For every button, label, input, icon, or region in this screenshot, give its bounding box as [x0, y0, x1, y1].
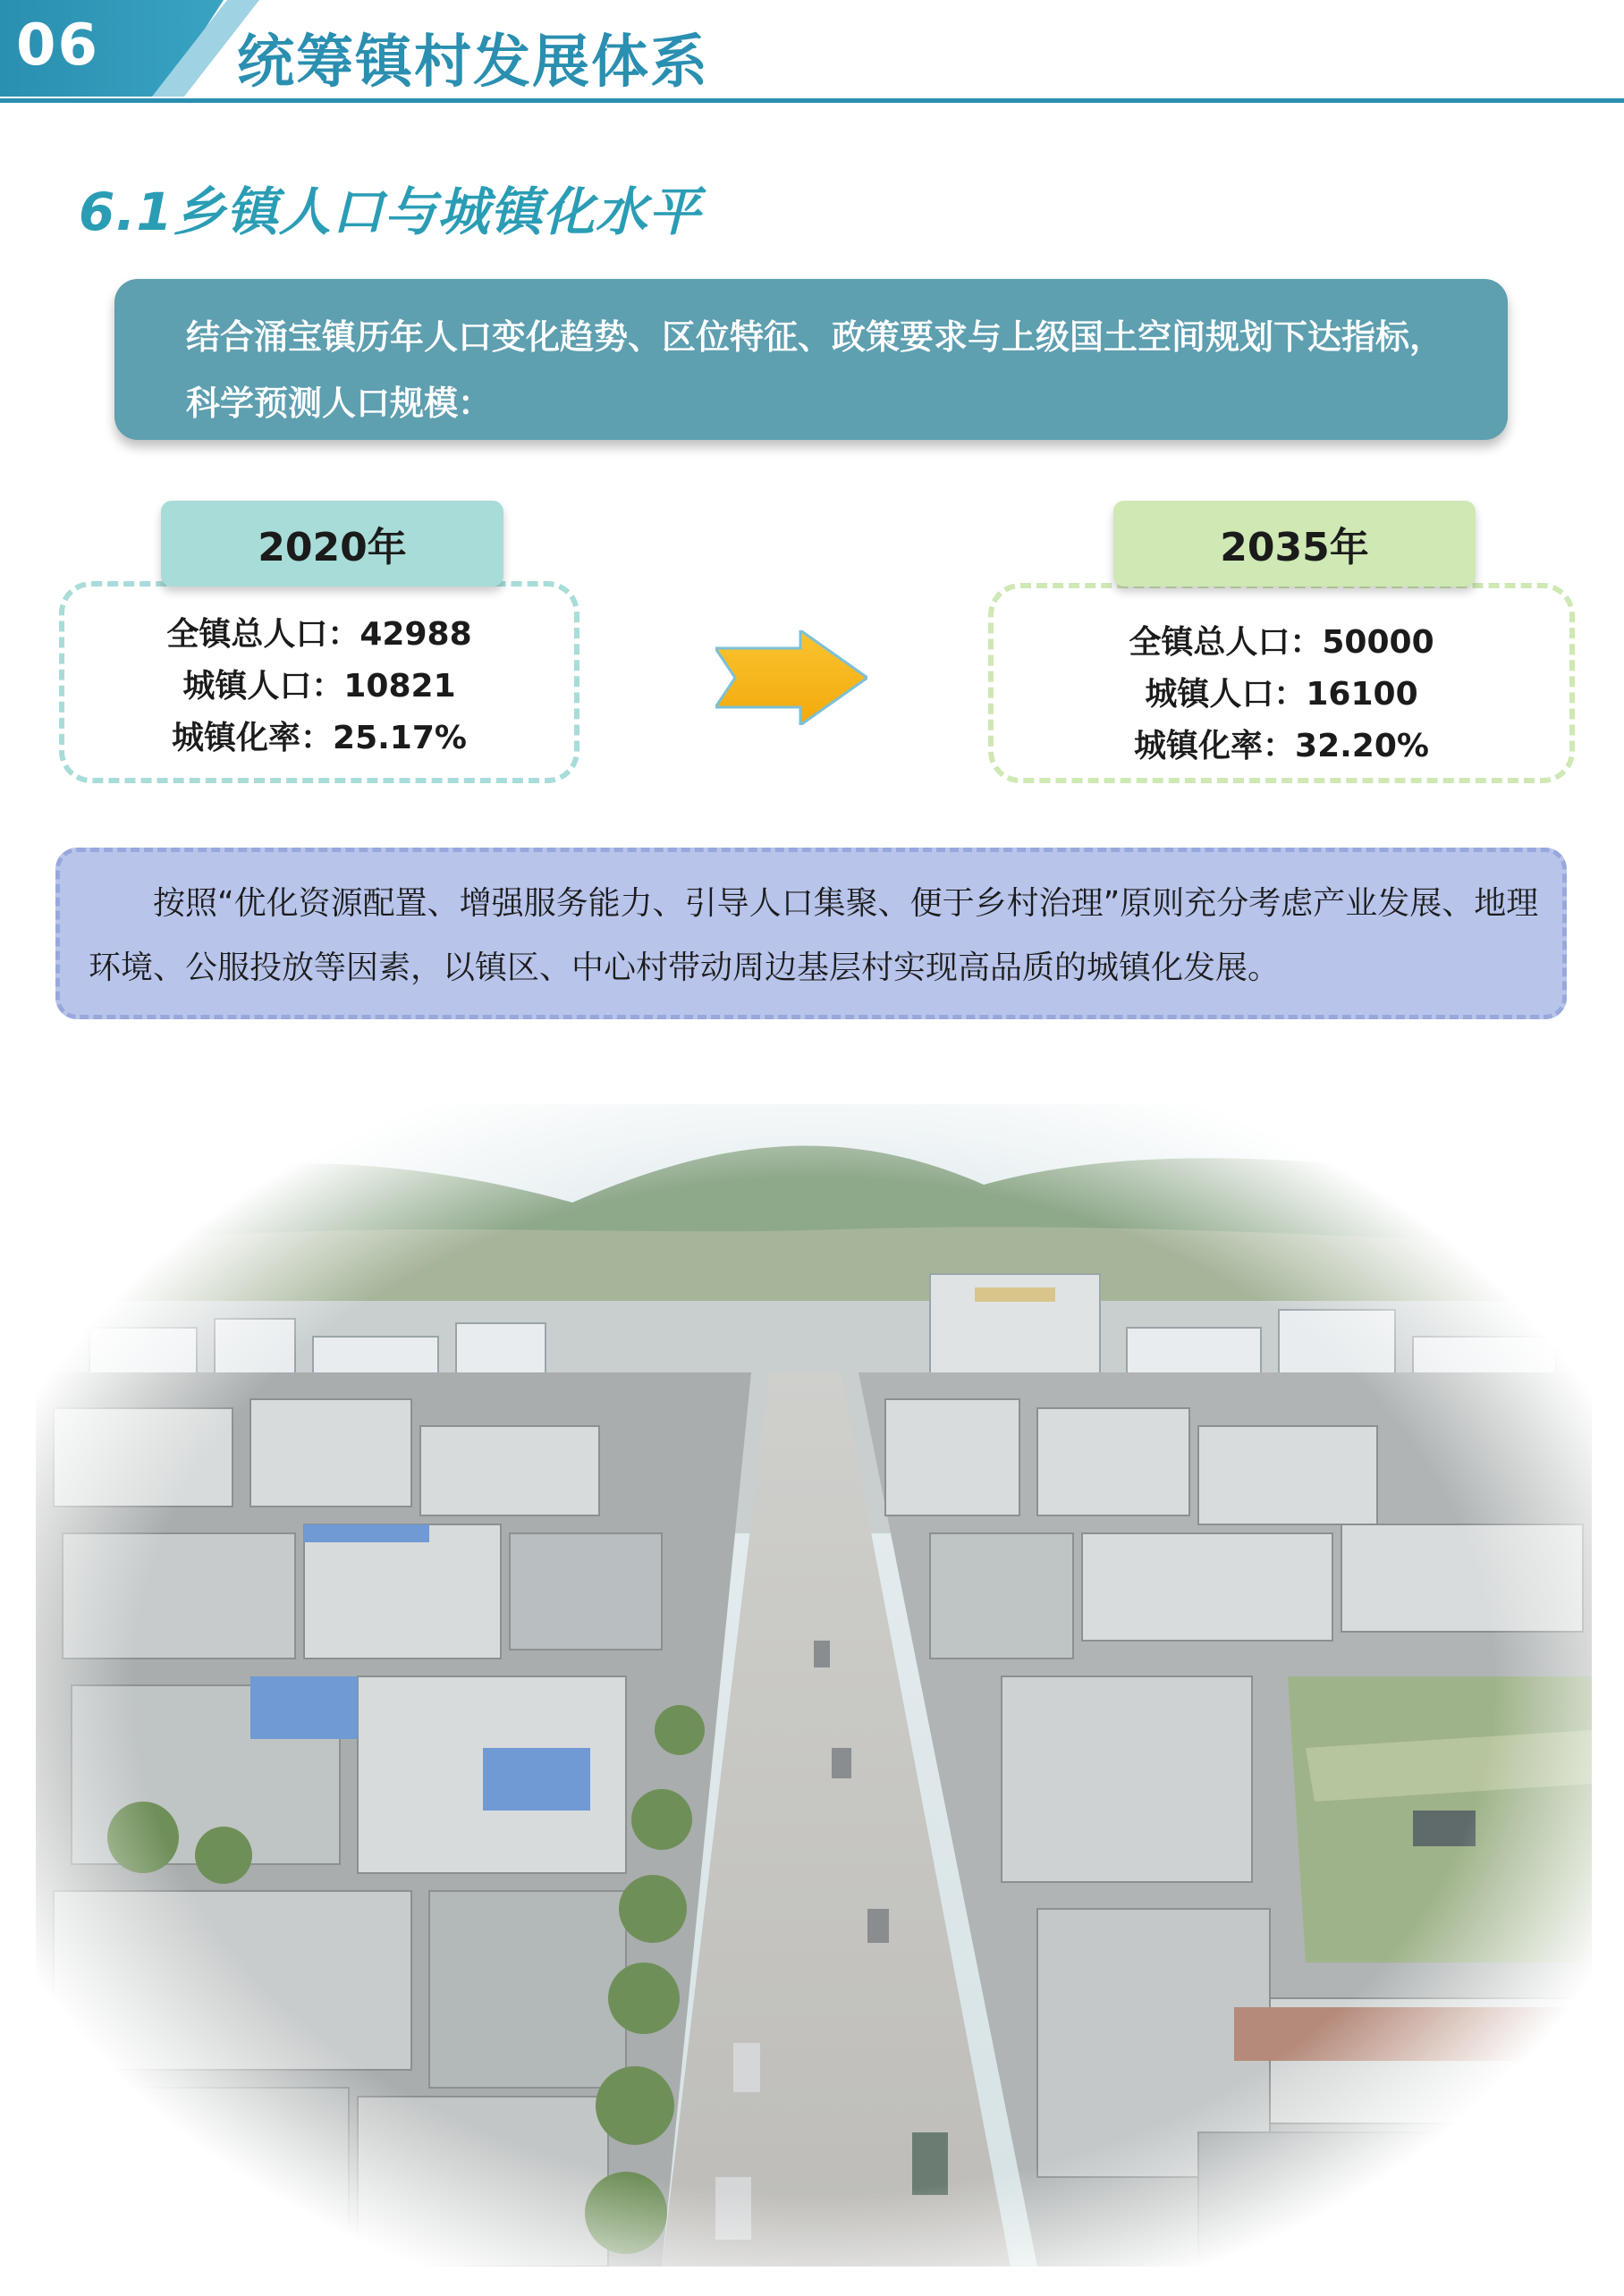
- total-population-2035: 全镇总人口：50000: [1129, 624, 1434, 661]
- total-population-2020: 全镇总人口：42988: [166, 616, 472, 653]
- right-arrow-icon: [715, 630, 867, 725]
- year-label-2020: 2020年: [161, 501, 503, 587]
- stats-2020-lines: [64, 609, 574, 764]
- principle-text: 按照“优化资源配置、增强服务能力、引导人口集聚、便于乡村治理”原则充分考虑产业发展、地理环境、公服投放等因素，以镇区、中心村带动周边基层村实现高品质的城镇化发展。: [89, 885, 1539, 986]
- urban-population-2020: 城镇人口：10821: [182, 668, 456, 705]
- chapter-title: 统筹镇村发展体系: [237, 30, 709, 96]
- urbanization-rate-2035: 城镇化率：32.20%: [1134, 728, 1429, 764]
- header-divider: [0, 98, 1624, 103]
- section-title: 6.1乡镇人口与城镇化水平: [79, 181, 701, 242]
- urbanization-rate-2020: 城镇化率：25.17%: [172, 720, 467, 756]
- aerial-town-photo: [36, 1104, 1592, 2266]
- urban-population-2035: 城镇人口：16100: [1145, 676, 1418, 713]
- stats-box-2035: [988, 583, 1575, 783]
- principle-box: [55, 848, 1567, 1019]
- chapter-number: 06: [16, 13, 100, 79]
- stats-2035-lines: [994, 617, 1569, 772]
- intro-text: 结合涌宝镇历年人口变化趋势、区位特征、政策要求与上级国土空间规划下达指标，科学预测人口规模：: [186, 317, 1444, 423]
- stats-box-2020: [59, 581, 579, 783]
- intro-box: [114, 279, 1508, 440]
- year-label-2035: 2035年: [1113, 501, 1476, 587]
